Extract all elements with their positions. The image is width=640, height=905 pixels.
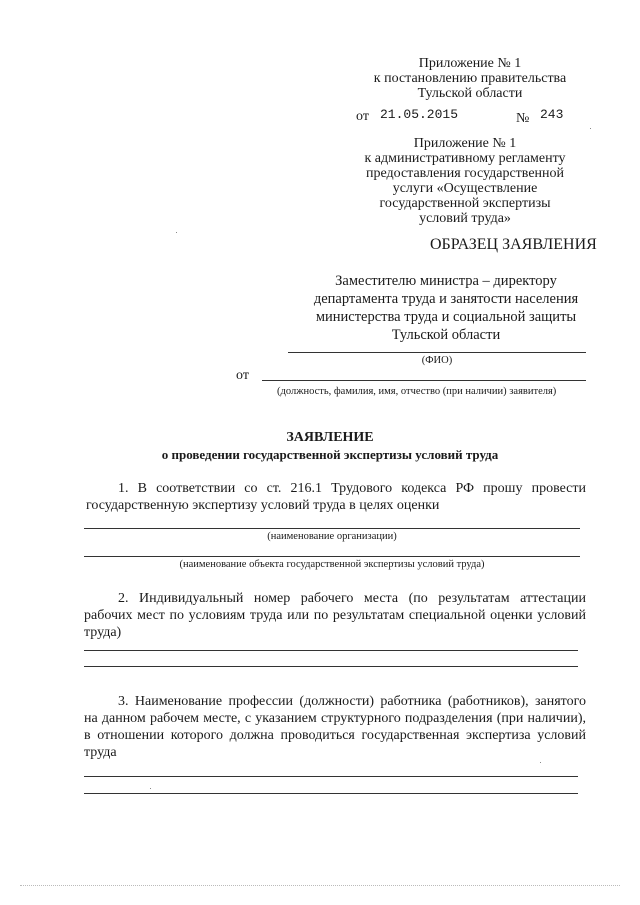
- appendix-2-title: Приложение № 1: [413, 136, 517, 151]
- paragraph-1-line-1: 1. В соответствии со ст. 216.1 Трудового кодекса РФ прошу провести: [118, 481, 586, 496]
- answer-line: [84, 666, 578, 667]
- organization-line: [84, 528, 580, 529]
- paragraph-2-line-1: 2. Индивидуальный номер рабочего места (по результатам аттестации: [118, 591, 586, 606]
- answer-line: [84, 650, 578, 651]
- sample-heading: ОБРАЗЕЦ ЗАЯВЛЕНИЯ: [430, 236, 597, 253]
- appendix-1-line: к постановлению правительства: [373, 71, 567, 86]
- order-number-label: №: [516, 111, 530, 126]
- appendix-2-line: к административному регламенту: [364, 151, 566, 166]
- statement-title: ЗАЯВЛЕНИЕ: [286, 430, 374, 445]
- order-date: 21.05.2015: [380, 107, 459, 122]
- appendix-1-line: Тульской области: [417, 86, 523, 101]
- appendix-2-line: государственной экспертизы: [379, 196, 551, 211]
- scan-speck: [150, 788, 151, 789]
- scan-speck: [176, 232, 177, 233]
- paragraph-2-line-3: труда): [84, 625, 122, 640]
- appendix-2-line: условий труда»: [419, 211, 511, 226]
- applicant-line: [262, 380, 586, 381]
- applicant-caption: (должность, фамилия, имя, отчество (при наличии) заявителя): [277, 386, 557, 397]
- addressee-line: министерства труда и социальной защиты: [315, 309, 577, 325]
- appendix-1-block: [340, 56, 600, 101]
- addressee-line: Заместителю министра – директору: [335, 273, 557, 289]
- answer-line: [84, 776, 578, 777]
- paragraph-3-line-4: труда: [84, 745, 117, 760]
- paragraph-3-line-1: 3. Наименование профессии (должности) работника (работников), занятого: [118, 694, 586, 709]
- addressee-block: [290, 272, 602, 344]
- applicant-from-label: от: [236, 368, 249, 383]
- paragraph-3-line-3: в отношении которого должна проводиться государственная экспертиза условий: [84, 728, 586, 743]
- addressee-line: департамента труда и занятости населения: [313, 291, 579, 307]
- statement-subtitle: о проведении государственной экспертизы условий труда: [161, 447, 499, 462]
- paragraph-1-line-2: государственную экспертизу условий труда в целях оценки: [86, 498, 440, 513]
- order-from-label: от: [356, 109, 369, 124]
- scan-speck: [590, 128, 591, 129]
- scan-speck: [540, 762, 541, 763]
- scan-edge: [20, 885, 620, 886]
- appendix-2-line: услуги «Осуществление: [392, 181, 538, 196]
- appendix-2-line: предоставления государственной: [365, 166, 565, 181]
- object-line: [84, 556, 580, 557]
- addressee-line: Тульской области: [391, 327, 501, 343]
- object-caption: (наименование объекта государственной экспертизы условий труда): [179, 559, 485, 570]
- fio-caption: (ФИО): [421, 355, 453, 366]
- organization-caption: (наименование организации): [267, 531, 397, 542]
- paragraph-3-line-2: на данном рабочем месте, с указанием структурного подразделения (при наличии),: [84, 711, 586, 726]
- appendix-1-title: Приложение № 1: [418, 56, 522, 71]
- answer-line: [84, 793, 578, 794]
- fio-line: [288, 352, 586, 353]
- paragraph-2-line-2: рабочих мест по условиям труда или по результатам специальной оценки условий: [84, 608, 586, 623]
- order-number: 243: [540, 107, 564, 122]
- appendix-2-block: [335, 136, 595, 226]
